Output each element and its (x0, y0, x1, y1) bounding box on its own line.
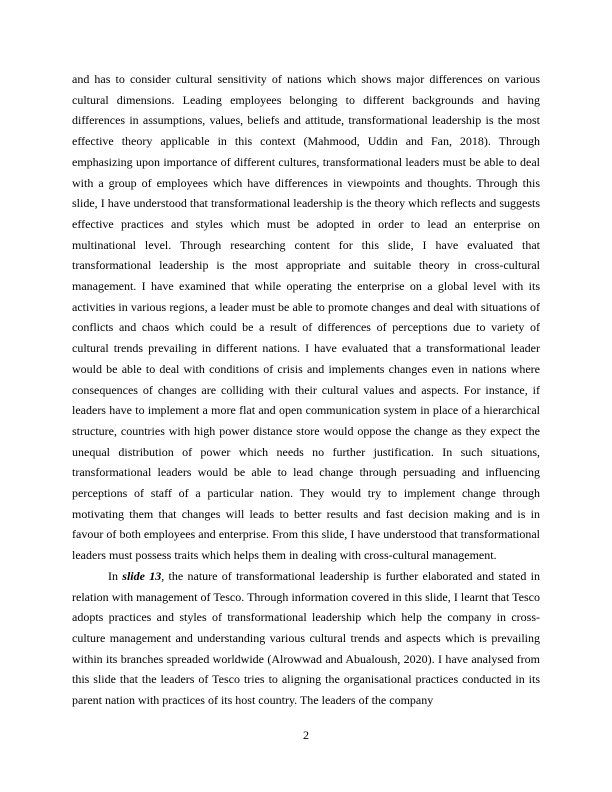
paragraph-2-text: , the nature of transformational leadership is further elaborated and stated in relation with management of Tesco. Through information covered in this slide, I learnt that Tesco adopts practices and styles of transformational leadership which help the company in cross-culture management and understanding various cultural trends and aspects which is prevailing within its branches spreaded worldwide (Alrowwad and Abualoush, 2020). I have analysed from this slide that the leaders of Tesco tries to aligning the organisational practices conducted in its parent nation with practices of its host country. The leaders of the company (72, 568, 541, 708)
body-text (72, 69, 540, 711)
page-number: 2 (303, 728, 309, 742)
slide-reference: slide 13 (122, 568, 162, 583)
paragraph-2-prefix: In (108, 568, 123, 583)
paragraph-1: and has to consider cultural sensitivity of nations which shows major differences on various cultural dimensions. Leading employees belonging to different backgrounds and having differences in assumptions, values, beliefs and attitude, transformational leadership is the most effective theory applicable in this context (Mahmood, Uddin and Fan, 2018). Through emphasizing upon importance of different cultures, transformational leaders must be able to deal with a group of employees which have differences in viewpoints and thoughts. Through this slide, I have understood that transformational leadership is the theory which reflects and suggests effective practices and styles which must be adopted in order to lead an enterprise on multinational level. Through researching content for this slide, I have evaluated that transformational leadership is the most appropriate and suitable theory in cross-cultural management. I have examined that while operating the enterprise on a global level with its activities in various regions, a leader must be able to promote changes and deal with situations of conflicts and chaos which could be a result of differences of perceptions due to variety of cultural trends prevailing in different nations. I have evaluated that a transformational leader would be able to deal with conditions of crisis and implements changes even in nations where consequences of changes are colliding with their cultural values and aspects. For instance, if leaders have to implement a more flat and open communication system in place of a hierarchical structure, countries with high power distance store would oppose the change as they expect the unequal distribution of power which needs no further justification. In such situations, transformational leaders would be able to lead change through persuading and influencing perceptions of staff of a particular nation. They would try to implement change through motivating them that changes will leads to better results and fast decision making and is in favour of both employees and enterprise. From this slide, I have understood that transformational leaders must possess traits which helps them in dealing with cross-cultural management. (72, 72, 540, 563)
paragraph-2 (72, 566, 540, 711)
